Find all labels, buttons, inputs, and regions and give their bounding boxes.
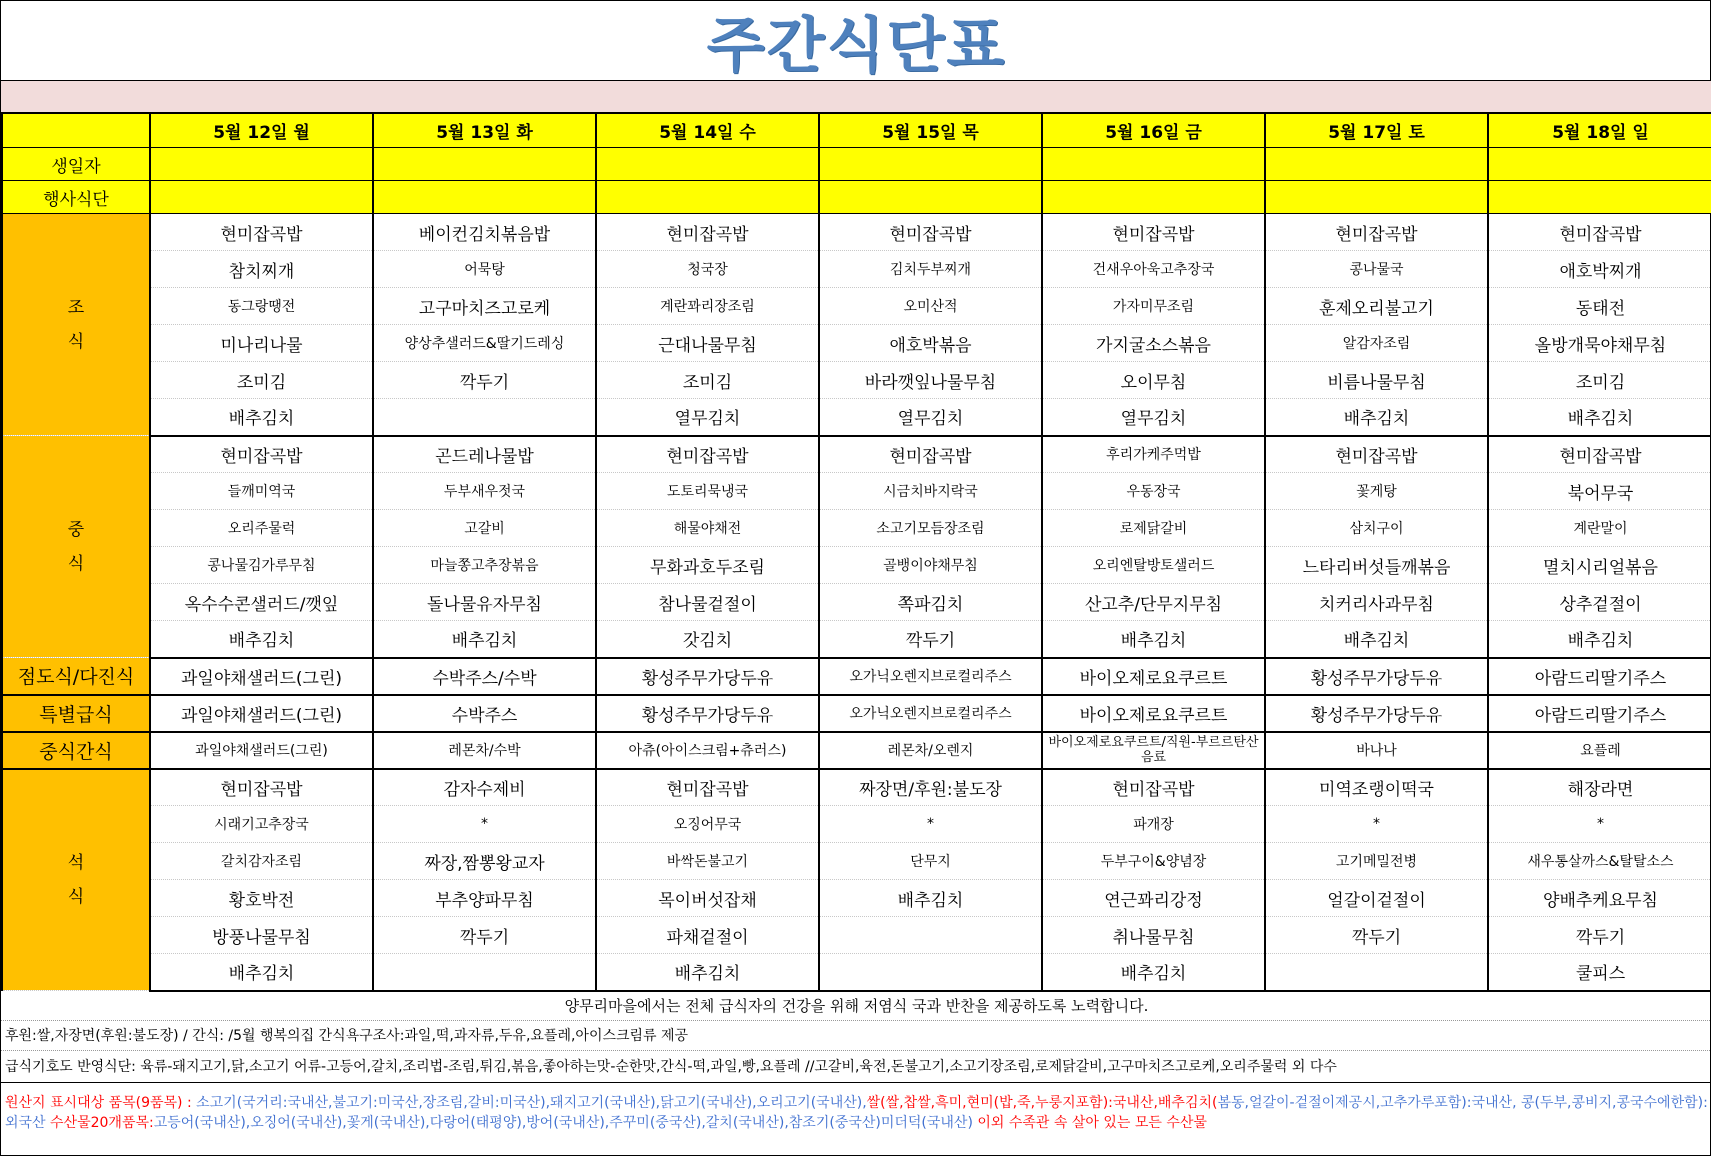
dinner-dish <box>819 917 1042 954</box>
date-header-2: 5월 14일 수 <box>596 114 819 148</box>
special-item: 황성주무가당두유 <box>596 695 819 732</box>
birthday-row <box>2 148 1711 181</box>
corner-cell <box>2 114 150 148</box>
lunch-row <box>2 621 1711 658</box>
event-row-label: 행사식단 <box>2 181 150 214</box>
lunch-dish: 상추겉절이 <box>1488 584 1711 621</box>
breakfast-dish: 어묵탕 <box>373 251 596 288</box>
breakfast-dish: 가자미무조림 <box>1042 288 1265 325</box>
lunch-dish: 치커리사과무침 <box>1265 584 1488 621</box>
dinner-dish: 해장라면 <box>1488 769 1711 806</box>
event-row-cell <box>1265 181 1488 214</box>
breakfast-dish: 훈제오리불고기 <box>1265 288 1488 325</box>
page-title: 주간식단표 <box>706 10 1007 81</box>
dinner-dish: 연근꽈리강정 <box>1042 880 1265 917</box>
snack-dots-row <box>2 658 1711 695</box>
breakfast-dish: 고구마치즈고로케 <box>373 288 596 325</box>
lunch-dish: 무화과호두조림 <box>596 547 819 584</box>
dinner-dish <box>819 954 1042 991</box>
breakfast-dish: 알감자조림 <box>1265 325 1488 362</box>
preference-note: 급식기호도 반영식단: 육류-돼지고기,닭,소고기 어류-고등어,갈치,조리법-조림,튀김,볶음,좋아하는맛-순한맛,간식-떡,과일,빵,요플레 //고갈비,육전,돈불고기,소고기장조림,로제닭갈비,고구마치즈고로케,오리주물럭 외 다수 <box>1 1051 1711 1083</box>
dinner-dish: 배추김치 <box>1042 954 1265 991</box>
breakfast-dish: 배추김치 <box>1488 399 1711 436</box>
lunch-dish: 쪽파김치 <box>819 584 1042 621</box>
breakfast-dish: 현미잡곡밥 <box>1488 214 1711 251</box>
origin-rice: 쌀(쌀,찹쌀,흑미,현미(밥,죽,누룽지포함):국내산,배추김치( <box>866 1095 1218 1111</box>
special-row <box>2 695 1711 732</box>
breakfast-row <box>2 362 1711 399</box>
birthday-row-label: 생일자 <box>2 148 150 181</box>
lunch-row <box>2 473 1711 510</box>
sponsor-note: 후원:쌀,자장면(후원:불도장) / 간식: /5월 행복의집 간식욕구조사:과일,떡,과자류,두유,요플레,아이스크림류 제공 <box>1 1021 1711 1051</box>
breakfast-row <box>2 399 1711 436</box>
lunch-dish: 해물야채전 <box>596 510 819 547</box>
lunch-dish: 옥수수콘샐러드/깻잎 <box>150 584 373 621</box>
event-row-cell <box>150 181 373 214</box>
breakfast-dish: 동태전 <box>1488 288 1711 325</box>
dinner-dish: 고기메밀전병 <box>1265 843 1488 880</box>
dinner-dish: 배추김치 <box>150 954 373 991</box>
special-label: 특별급식 <box>2 695 150 732</box>
dinner-dish: * <box>1265 806 1488 843</box>
origin-seafood-label: 수산물20개품목: <box>45 1115 154 1131</box>
breakfast-dish: 조미김 <box>150 362 373 399</box>
dinner-dish: 두부구이&양념장 <box>1042 843 1265 880</box>
dinner-label: 석 식 <box>2 769 150 991</box>
dinner-dish: 취나물무침 <box>1042 917 1265 954</box>
dinner-dish: * <box>1488 806 1711 843</box>
breakfast-dish: 현미잡곡밥 <box>596 214 819 251</box>
dinner-dish: 깍두기 <box>1488 917 1711 954</box>
breakfast-dish: 콩나물국 <box>1265 251 1488 288</box>
dinner-dish: 오징어무국 <box>596 806 819 843</box>
snack-dots-item: 과일야채샐러드(그린) <box>150 658 373 695</box>
event-row <box>2 181 1711 214</box>
lunch-dish: 현미잡곡밥 <box>819 436 1042 473</box>
breakfast-dish: 애호박볶음 <box>819 325 1042 362</box>
special-item: 과일야채샐러드(그린) <box>150 695 373 732</box>
dinner-dish: 바싹돈불고기 <box>596 843 819 880</box>
breakfast-dish: 김치두부찌개 <box>819 251 1042 288</box>
lunch-dish: 꽃게탕 <box>1265 473 1488 510</box>
dinner-dish: 짜장면/후원:불도장 <box>819 769 1042 806</box>
event-row-cell <box>596 181 819 214</box>
lunch-dish: 골뱅이야채무침 <box>819 547 1042 584</box>
snack-dots-item: 황성주무가당두유 <box>596 658 819 695</box>
origin-seafood: 고등어(국내산),오징어(국내산),꽃게(국내산),다랑어(태평양),방어(국내산),주꾸미(중국산),갈치(국내산),참조기(중국산)미더덕(국내산) <box>153 1115 973 1131</box>
breakfast-dish: 현미잡곡밥 <box>1265 214 1488 251</box>
lunch-dish: 참나물겉절이 <box>596 584 819 621</box>
breakfast-dish: 열무김치 <box>596 399 819 436</box>
lunch-dish: 느타리버섯들깨볶음 <box>1265 547 1488 584</box>
dinner-dish: 미역조랭이떡국 <box>1265 769 1488 806</box>
lunch-dish: 로제닭갈비 <box>1042 510 1265 547</box>
breakfast-dish: 깍두기 <box>373 362 596 399</box>
lunch-dish: 두부새우젓국 <box>373 473 596 510</box>
breakfast-label: 조 식 <box>2 214 150 436</box>
dinner-row <box>2 917 1711 954</box>
date-header-0: 5월 12일 월 <box>150 114 373 148</box>
dinner-dish: 깍두기 <box>1265 917 1488 954</box>
birthday-row-cell <box>1265 148 1488 181</box>
dinner-dish: 현미잡곡밥 <box>596 769 819 806</box>
date-row <box>2 114 1711 148</box>
lunch-row <box>2 547 1711 584</box>
lunch-dish: 산고추/단무지무침 <box>1042 584 1265 621</box>
dinner-dish: 배추김치 <box>819 880 1042 917</box>
lunch-dish: 현미잡곡밥 <box>1488 436 1711 473</box>
breakfast-dish: 열무김치 <box>1042 399 1265 436</box>
dinner-dish: 황호박전 <box>150 880 373 917</box>
dinner-row <box>2 769 1711 806</box>
birthday-row-cell <box>819 148 1042 181</box>
breakfast-dish: 양상추샐러드&딸기드레싱 <box>373 325 596 362</box>
dinner-dish: 쿨피스 <box>1488 954 1711 991</box>
snack-dots-item: 바이오제로요쿠르트 <box>1042 658 1265 695</box>
lunch-dish: 현미잡곡밥 <box>150 436 373 473</box>
dinner-dish: 단무지 <box>819 843 1042 880</box>
birthday-row-cell <box>1488 148 1711 181</box>
date-header-4: 5월 16일 금 <box>1042 114 1265 148</box>
dinner-dish: 현미잡곡밥 <box>150 769 373 806</box>
breakfast-dish: 현미잡곡밥 <box>819 214 1042 251</box>
lunch-dish: 계란말이 <box>1488 510 1711 547</box>
birthday-row-cell <box>373 148 596 181</box>
breakfast-row <box>2 288 1711 325</box>
birthday-row-cell <box>150 148 373 181</box>
special-item: 바이오제로요쿠르트 <box>1042 695 1265 732</box>
dinner-dish: 방풍나물무침 <box>150 917 373 954</box>
breakfast-row <box>2 214 1711 251</box>
lunch-dish: 배추김치 <box>1265 621 1488 658</box>
breakfast-dish: 애호박찌개 <box>1488 251 1711 288</box>
breakfast-dish <box>373 399 596 436</box>
special-item: 황성주무가당두유 <box>1265 695 1488 732</box>
lunch-dish: 현미잡곡밥 <box>1265 436 1488 473</box>
dinner-dish: 깍두기 <box>373 917 596 954</box>
breakfast-dish: 바라깻잎나물무침 <box>819 362 1042 399</box>
snack-dots-label: 점도식/다진식 <box>2 658 150 695</box>
lunch-dish: 곤드레나물밥 <box>373 436 596 473</box>
lunch-snack-item: 아츄(아이스크림+츄러스) <box>596 732 819 769</box>
lunch-snack-item: 바나나 <box>1265 732 1488 769</box>
date-header-5: 5월 17일 토 <box>1265 114 1488 148</box>
breakfast-row <box>2 251 1711 288</box>
dinner-row <box>2 843 1711 880</box>
date-header-6: 5월 18일 일 <box>1488 114 1711 148</box>
lunch-dish: 콩나물김가루무침 <box>150 547 373 584</box>
dinner-dish: 파개장 <box>1042 806 1265 843</box>
birthday-row-cell <box>1042 148 1265 181</box>
dinner-row <box>2 880 1711 917</box>
dinner-dish <box>373 954 596 991</box>
dinner-dish: 배추김치 <box>596 954 819 991</box>
breakfast-dish: 미나리나물 <box>150 325 373 362</box>
dinner-dish: 시래기고추장국 <box>150 806 373 843</box>
lunch-dish: 시금치바지락국 <box>819 473 1042 510</box>
lunch-snack-item: 요플레 <box>1488 732 1711 769</box>
origin-kimchi: 봄동,얼갈이-겉절이제공시,고추가루포함):국내산, 콩(두부,콩비지,콩국수에한함):외국산 <box>5 1095 1708 1131</box>
snack-dots-item: 황성주무가당두유 <box>1265 658 1488 695</box>
breakfast-dish: 현미잡곡밥 <box>150 214 373 251</box>
lunch-dish: 배추김치 <box>150 621 373 658</box>
lunch-snack-item: 레몬차/수박 <box>373 732 596 769</box>
dinner-row <box>2 806 1711 843</box>
dinner-dish: 파채겉절이 <box>596 917 819 954</box>
lunch-row <box>2 436 1711 473</box>
title-row <box>1 1 1711 81</box>
lunch-dish: 삼치구이 <box>1265 510 1488 547</box>
dinner-dish: * <box>819 806 1042 843</box>
lunch-row <box>2 510 1711 547</box>
lunch-dish: 현미잡곡밥 <box>596 436 819 473</box>
breakfast-dish: 오미산적 <box>819 288 1042 325</box>
date-header-1: 5월 13일 화 <box>373 114 596 148</box>
breakfast-dish: 건새우아욱고추장국 <box>1042 251 1265 288</box>
breakfast-dish: 배추김치 <box>1265 399 1488 436</box>
dinner-dish: 현미잡곡밥 <box>1042 769 1265 806</box>
lunch-dish: 멸치시리얼볶음 <box>1488 547 1711 584</box>
lunch-dish: 오리엔탈방토샐러드 <box>1042 547 1265 584</box>
lunch-dish: 돌나물유자무침 <box>373 584 596 621</box>
event-row-cell <box>1488 181 1711 214</box>
dinner-dish: * <box>373 806 596 843</box>
lunch-dish: 갓김치 <box>596 621 819 658</box>
lunch-dish: 마늘쫑고추장볶음 <box>373 547 596 584</box>
lunch-snack-row <box>2 732 1711 769</box>
lunch-dish: 배추김치 <box>1488 621 1711 658</box>
birthday-row-cell <box>596 148 819 181</box>
pink-band <box>1 81 1711 113</box>
breakfast-dish: 비름나물무침 <box>1265 362 1488 399</box>
lunch-snack-item: 레몬차/오렌지 <box>819 732 1042 769</box>
lunch-snack-item: 바이오제로요쿠르트/직원-부르르탄산음료 <box>1042 732 1265 769</box>
origin-tail: 이외 수족관 속 살아 있는 모든 수산물 <box>972 1115 1207 1131</box>
breakfast-dish: 열무김치 <box>819 399 1042 436</box>
dinner-dish <box>1265 954 1488 991</box>
special-item: 아람드리딸기주스 <box>1488 695 1711 732</box>
snack-dots-item: 수박주스/수박 <box>373 658 596 695</box>
dinner-row <box>2 954 1711 991</box>
dinner-dish: 양배추케요무침 <box>1488 880 1711 917</box>
lunch-snack-item: 과일야채샐러드(그린) <box>150 732 373 769</box>
event-row-cell <box>1042 181 1265 214</box>
breakfast-row <box>2 325 1711 362</box>
lunch-dish: 깍두기 <box>819 621 1042 658</box>
breakfast-dish: 올방개묵야채무침 <box>1488 325 1711 362</box>
dinner-dish: 새우통살까스&탈탈소스 <box>1488 843 1711 880</box>
lunch-dish: 고갈비 <box>373 510 596 547</box>
breakfast-dish: 현미잡곡밥 <box>1042 214 1265 251</box>
breakfast-dish: 배추김치 <box>150 399 373 436</box>
dinner-dish: 짜장,짬뽕왕교자 <box>373 843 596 880</box>
date-header-3: 5월 15일 목 <box>819 114 1042 148</box>
lunch-dish: 우동장국 <box>1042 473 1265 510</box>
breakfast-dish: 계란꽈리장조림 <box>596 288 819 325</box>
dinner-dish: 부추양파무침 <box>373 880 596 917</box>
lunch-dish: 후리가케주먹밥 <box>1042 436 1265 473</box>
snack-dots-item: 아람드리딸기주스 <box>1488 658 1711 695</box>
breakfast-dish: 베이컨김치볶음밥 <box>373 214 596 251</box>
breakfast-dish: 가지굴소스볶음 <box>1042 325 1265 362</box>
lunch-dish: 북어무국 <box>1488 473 1711 510</box>
breakfast-dish: 조미김 <box>596 362 819 399</box>
special-item: 오가닉오렌지브로컬리주스 <box>819 695 1042 732</box>
origin-label: 원산지 표시대상 품목(9품목) : <box>5 1095 197 1111</box>
event-row-cell <box>819 181 1042 214</box>
lunch-dish: 배추김치 <box>373 621 596 658</box>
origin-meat: 소고기(국거리:국내산,불고기:미국산,장조림,갈비:미국산),돼지고기(국내산),닭고기(국내산),오리고기(국내산), <box>196 1095 867 1111</box>
dinner-dish: 감자수제비 <box>373 769 596 806</box>
dinner-dish: 갈치감자조림 <box>150 843 373 880</box>
snack-dots-item: 오가닉오렌지브로컬리주스 <box>819 658 1042 695</box>
lunch-snack-label: 중식간식 <box>2 732 150 769</box>
breakfast-dish: 근대나물무침 <box>596 325 819 362</box>
breakfast-dish: 청국장 <box>596 251 819 288</box>
low-salt-note: 양무리마을에서는 전체 급식자의 건강을 위해 저염식 국과 반찬을 제공하도록 노력합니다. <box>1 991 1711 1021</box>
weekly-menu-table <box>1 113 1711 992</box>
lunch-label: 중 식 <box>2 436 150 658</box>
origin-note <box>1 1089 1711 1153</box>
special-item: 수박주스 <box>373 695 596 732</box>
breakfast-dish: 참치찌개 <box>150 251 373 288</box>
dinner-dish: 목이버섯잡채 <box>596 880 819 917</box>
lunch-dish: 들깨미역국 <box>150 473 373 510</box>
dinner-dish: 얼갈이겉절이 <box>1265 880 1488 917</box>
lunch-dish: 배추김치 <box>1042 621 1265 658</box>
breakfast-dish: 오이무침 <box>1042 362 1265 399</box>
lunch-row <box>2 584 1711 621</box>
breakfast-dish: 동그랑땡전 <box>150 288 373 325</box>
breakfast-dish: 조미김 <box>1488 362 1711 399</box>
lunch-dish: 도토리묵냉국 <box>596 473 819 510</box>
lunch-dish: 소고기모듬장조림 <box>819 510 1042 547</box>
lunch-dish: 오리주물럭 <box>150 510 373 547</box>
event-row-cell <box>373 181 596 214</box>
